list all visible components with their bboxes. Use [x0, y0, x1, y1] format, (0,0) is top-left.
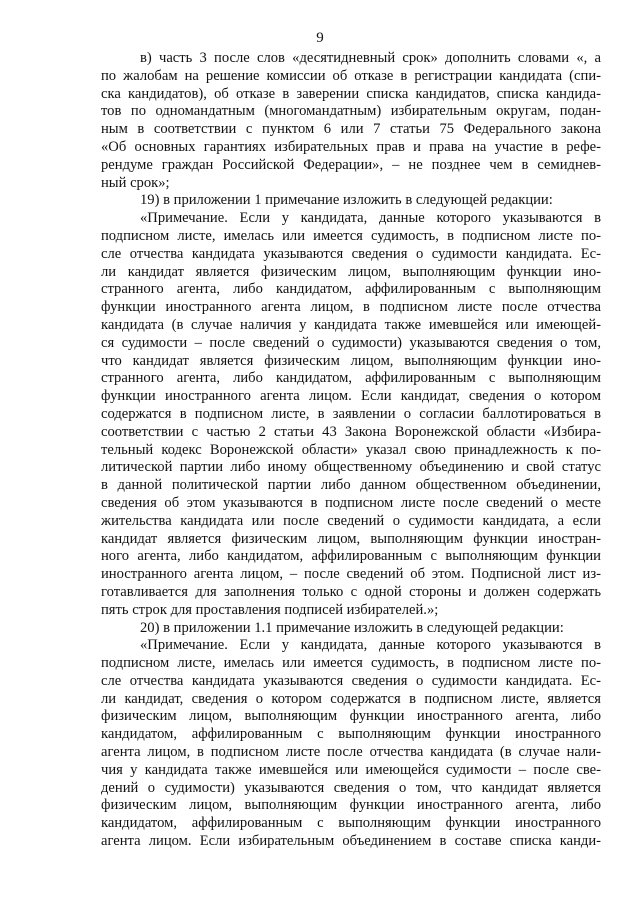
paragraph-item-v [101, 50, 601, 192]
text-line: физическим лицом, выполняющим функции иностранного агента, либо [101, 708, 601, 725]
text-line: сле отчества кандидата указываются сведения о судимости кандидата. Ес- [101, 672, 601, 689]
text-line: сле отчества кандидата указываются сведения о судимости кандидата. Ес- [101, 245, 601, 262]
text-line: иностранного агента лицом, – после сведений об этом. Подписной лист из- [101, 566, 601, 583]
text-line: кандидат является физическим лицом, выполняющим функции иностран- [101, 530, 601, 547]
text-line: чия у кандидата также имевшейся или имеющейся судимости – после све- [101, 761, 601, 778]
text-line: агента лицом. Если избирательным объединением в составе списка канди- [101, 833, 601, 850]
text-line: жительства кандидата или после сведений о судимости кандидата, а если [101, 512, 601, 529]
text-line: по жалобам на решение комиссии об отказе в регистрации кандидата (спи- [101, 67, 601, 84]
text-line: готавливается для заполнения только с одной стороны и должен содержать [101, 583, 601, 600]
text-line: ли кандидат, сведения о котором содержатся в подписном листе, является [101, 690, 601, 707]
text-line: что кандидат является физическим лицом, выполняющим функции ино- [101, 352, 601, 369]
text-line: литической партии либо иному общественному объединению и свой статус [101, 459, 601, 476]
text-line: странного агента, либо кандидатом, аффилированным с выполняющим [101, 370, 601, 387]
text-line: дений о судимости) указываются сведения о том, что кандидат является [101, 779, 601, 796]
text-line: подписном листе, имелась или имеется судимость, в подписном листе по- [101, 655, 601, 672]
paragraph-item-19 [101, 192, 601, 210]
text-line: сведения об этом указываются в подписном листе после сведений о месте [101, 494, 601, 511]
text-line: тов по одномандатным (многомандатным) избирательным округам, подан- [101, 103, 601, 120]
text-line: кандидата (в случае наличия у кандидата также имевшейся или имеющей- [101, 316, 601, 333]
text-line: ли кандидат является физическим лицом, выполняющим функции ино- [101, 263, 601, 280]
text-line: функции иностранного агента лицом, в подписном листе после отчества [101, 299, 601, 316]
text-line: в данной политической партии либо данном общественном объединении, [101, 477, 601, 494]
text-line: физическим лицом, выполняющим функции иностранного агента, либо [101, 797, 601, 814]
text-line: странного агента, либо кандидатом, аффилированным с выполняющим [101, 281, 601, 298]
text-line: ный срок»; [101, 174, 170, 191]
text-line: кандидатом, аффилированным с выполняющим функции иностранного [101, 726, 601, 743]
paragraph-note-appendix-1-1 [101, 637, 601, 851]
text-line: 19) в приложении 1 примечание изложить в следующей редакции: [140, 192, 553, 209]
page-number: 9 [316, 30, 324, 46]
paragraph-note-appendix-1 [101, 210, 601, 619]
text-line: соответствии с частью 2 статьи 43 Закона Воронежской области «Избира- [101, 423, 601, 440]
text-line: «Примечание. Если у кандидата, данные которого указываются в [140, 637, 601, 654]
text-line: в) часть 3 после слов «десятидневный срок» дополнить словами «, а [140, 50, 601, 66]
text-line: функции иностранного агента лицом. Если кандидат, сведения о котором [101, 388, 601, 405]
text-line: тельный кодекс Воронежской области» указал свою принадлежность к по- [101, 441, 601, 458]
paragraph-item-20 [101, 620, 601, 638]
text-line: ска кандидатов), об отказе в заверении списка кандидатов, списка кандида- [101, 85, 601, 102]
text-line: 20) в приложении 1.1 примечание изложить в следующей редакции: [140, 619, 564, 636]
text-line: ным в соответствии с пунктом 6 или 7 статьи 75 Федерального закона [101, 121, 601, 138]
text-line: ного агента, либо кандидатом, аффилированным с выполняющим функции [101, 548, 601, 565]
text-line: подписном листе, имелась или имеется судимость, в подписном листе по- [101, 227, 601, 244]
text-line: агента лицом, в подписном листе после отчества кандидата (в случае нали- [101, 744, 601, 761]
text-line: содержатся в подписном листе, в заявлении о согласии баллотироваться в [101, 405, 601, 422]
text-line: кандидатом, аффилированным с выполняющим функции иностранного [101, 815, 601, 832]
text-line: «Примечание. Если у кандидата, данные которого указываются в [140, 210, 601, 227]
document-body [101, 50, 601, 851]
text-line: рендуме граждан Российской Федерации», – не позднее чем в семиднев- [101, 156, 601, 173]
text-line: пять строк для проставления подписей избирателей.»; [101, 601, 439, 618]
text-line: «Об основных гарантиях избирательных прав и права на участие в рефе- [101, 138, 601, 155]
text-line: ся судимости – после сведений о судимости) указываются сведения о том, [101, 334, 601, 351]
